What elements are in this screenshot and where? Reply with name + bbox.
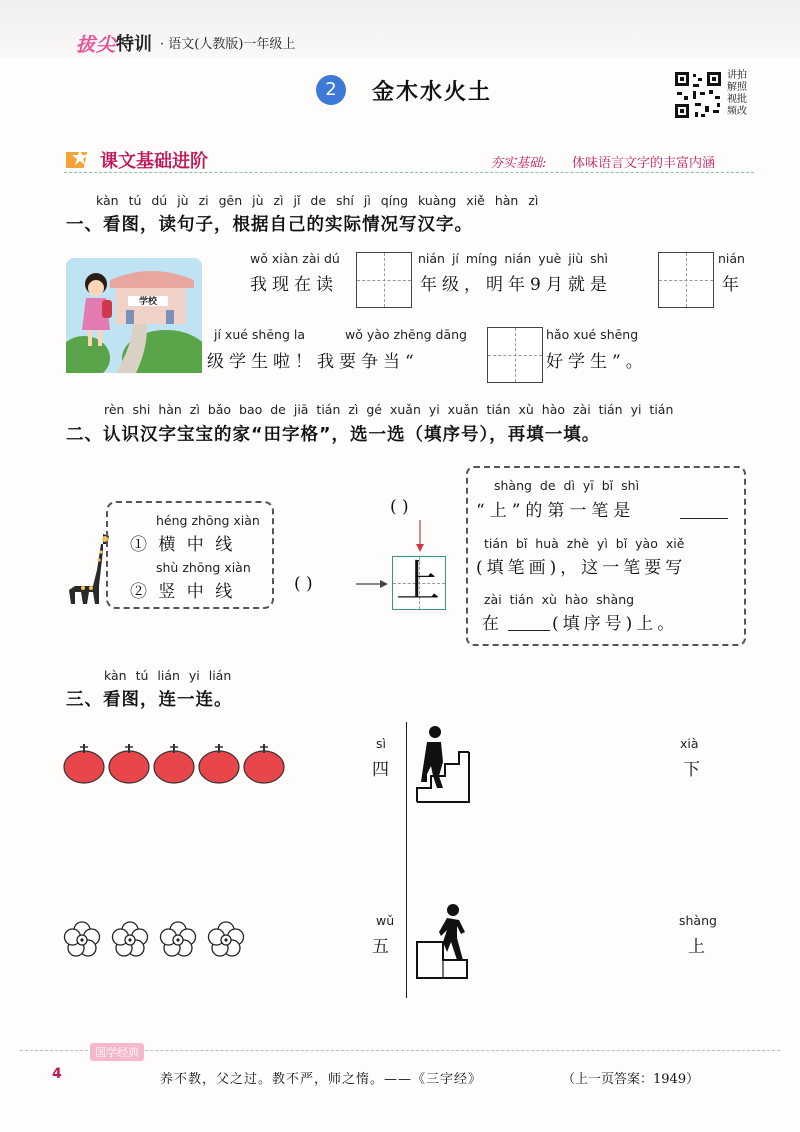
lesson-title: 金木水火土 <box>372 80 493 105</box>
q1-line2-pinyin-c: hǎo xué shēng <box>546 327 639 342</box>
q1-line1-pinyin-b: nián jí míng nián yuè jiù shì <box>418 251 609 266</box>
brand-text: 特训 <box>116 34 152 55</box>
answer-blank[interactable] <box>680 518 728 519</box>
box-line1-text: “上”的第一笔是 <box>476 501 636 521</box>
q1-line2-pinyin-b: wǒ yào zhēng dāng <box>345 327 467 342</box>
q2-pinyin: rèn shi hàn zì bǎo bao de jiā tián zì gé xuǎn yi xuǎn tián xù hào zài tián yi tián <box>104 402 674 417</box>
box-line3-text-a: 在 <box>482 614 504 634</box>
flower-icon <box>65 922 100 956</box>
tianzige-box[interactable] <box>658 252 714 308</box>
footer-tag: 国学经典 <box>90 1043 144 1061</box>
person-going-up-stairs-icon <box>415 902 471 980</box>
flowers-group <box>60 918 250 962</box>
box-line3-text-b: (填序号)上。 <box>552 614 679 634</box>
page-number: 4 <box>52 1066 62 1082</box>
q1-line2-text-c: 好学生”。 <box>546 352 648 372</box>
box-line2-pinyin: tián bǐ huà zhè yì bǐ yào xiě <box>484 536 685 551</box>
apples-group <box>60 740 290 786</box>
q1-line1-pinyin-c: nián <box>718 251 745 266</box>
option2-pinyin: shù zhōng xiàn <box>156 560 251 575</box>
apple-icon <box>154 744 194 783</box>
q1-line2-pinyin-a: jí xué shēng la <box>214 327 305 342</box>
flower-icon <box>113 922 148 956</box>
brand-highlight: 拔尖 <box>76 34 117 56</box>
sample-character: 上 <box>396 556 440 607</box>
si-pinyin: sì <box>376 736 386 751</box>
q1-line1-text-b: 年级，明年9月就是 <box>420 275 612 295</box>
box-line1-pinyin: shàng de dì yī bǐ shì <box>494 478 640 493</box>
apple-icon <box>199 744 239 783</box>
xia-character[interactable]: 下 <box>683 760 705 780</box>
apple-icon <box>109 744 149 783</box>
school-girl-illustration <box>66 258 202 373</box>
option1-pinyin: héng zhōng xiàn <box>156 513 260 528</box>
q1-line1-text-a: 我现在读 <box>250 275 338 295</box>
flower-icon <box>161 922 196 956</box>
q3-pinyin: kàn tú lián yi lián <box>104 668 232 683</box>
qr-code-icon[interactable] <box>673 70 723 120</box>
box-line3-pinyin: zài tián xù hào shàng <box>484 592 635 607</box>
answer-blank[interactable] <box>508 630 550 631</box>
footer-quote: 养不教，父之过。教不严，师之惰。——《三字经》 <box>160 1072 483 1087</box>
xia-pinyin: xià <box>680 736 699 751</box>
q1-line1-pinyin-a: wǒ xiàn zài dú <box>250 251 340 266</box>
q1-line1-text-c: 年 <box>722 275 744 295</box>
answer-paren-top[interactable]: ( ) <box>390 497 409 517</box>
star-icon <box>66 148 90 170</box>
section-subtitle-tag: 夯实基础: <box>490 156 547 171</box>
shang-character[interactable]: 上 <box>688 937 710 957</box>
q1-line2-text-a: 级学生啦！我要争当“ <box>207 352 419 372</box>
person-going-down-stairs-icon <box>415 722 471 804</box>
qr-caption: 讲拍 解照 视批 频改 <box>727 70 747 117</box>
option1-label: ① 横 中 线 <box>130 535 236 555</box>
q2-prompt: 二、认识汉字宝宝的家“田字格”，选一选（填序号），再填一填。 <box>66 425 601 445</box>
section-title: 课文基础进阶 <box>100 151 208 172</box>
apple-icon <box>64 744 104 783</box>
tianzige-box[interactable] <box>356 252 412 308</box>
divider-line <box>406 722 407 998</box>
si-character[interactable]: 四 <box>372 760 394 780</box>
svg-text:学校: 学校 <box>138 297 158 307</box>
flower-icon <box>209 922 244 956</box>
tianzige-box[interactable] <box>487 327 543 383</box>
answer-paren-left[interactable]: ( ) <box>294 574 313 594</box>
q1-pinyin: kàn tú dú jù zi gēn jù zì jǐ de shí jì qíng kuàng xiě hàn zì <box>96 193 539 208</box>
shang-pinyin: shàng <box>679 913 717 928</box>
q3-prompt: 三、看图，连一连。 <box>66 690 233 710</box>
q1-prompt: 一、看图，读句子，根据自己的实际情况写汉字。 <box>66 215 473 235</box>
section-subtitle: 体味语言文字的丰富内涵 <box>572 156 716 171</box>
previous-answer: （上一页答案：1949） <box>562 1072 700 1087</box>
wu-character[interactable]: 五 <box>372 937 394 957</box>
apple-icon <box>244 744 284 783</box>
series-label: · 语文(人教版)一年级上 <box>160 37 296 52</box>
wu-pinyin: wǔ <box>376 913 395 928</box>
option2-label: ② 竖 中 线 <box>130 582 236 602</box>
box-line2-text: (填笔画)，这一笔要写 <box>476 558 687 578</box>
lesson-number-badge: 2 <box>316 75 346 105</box>
